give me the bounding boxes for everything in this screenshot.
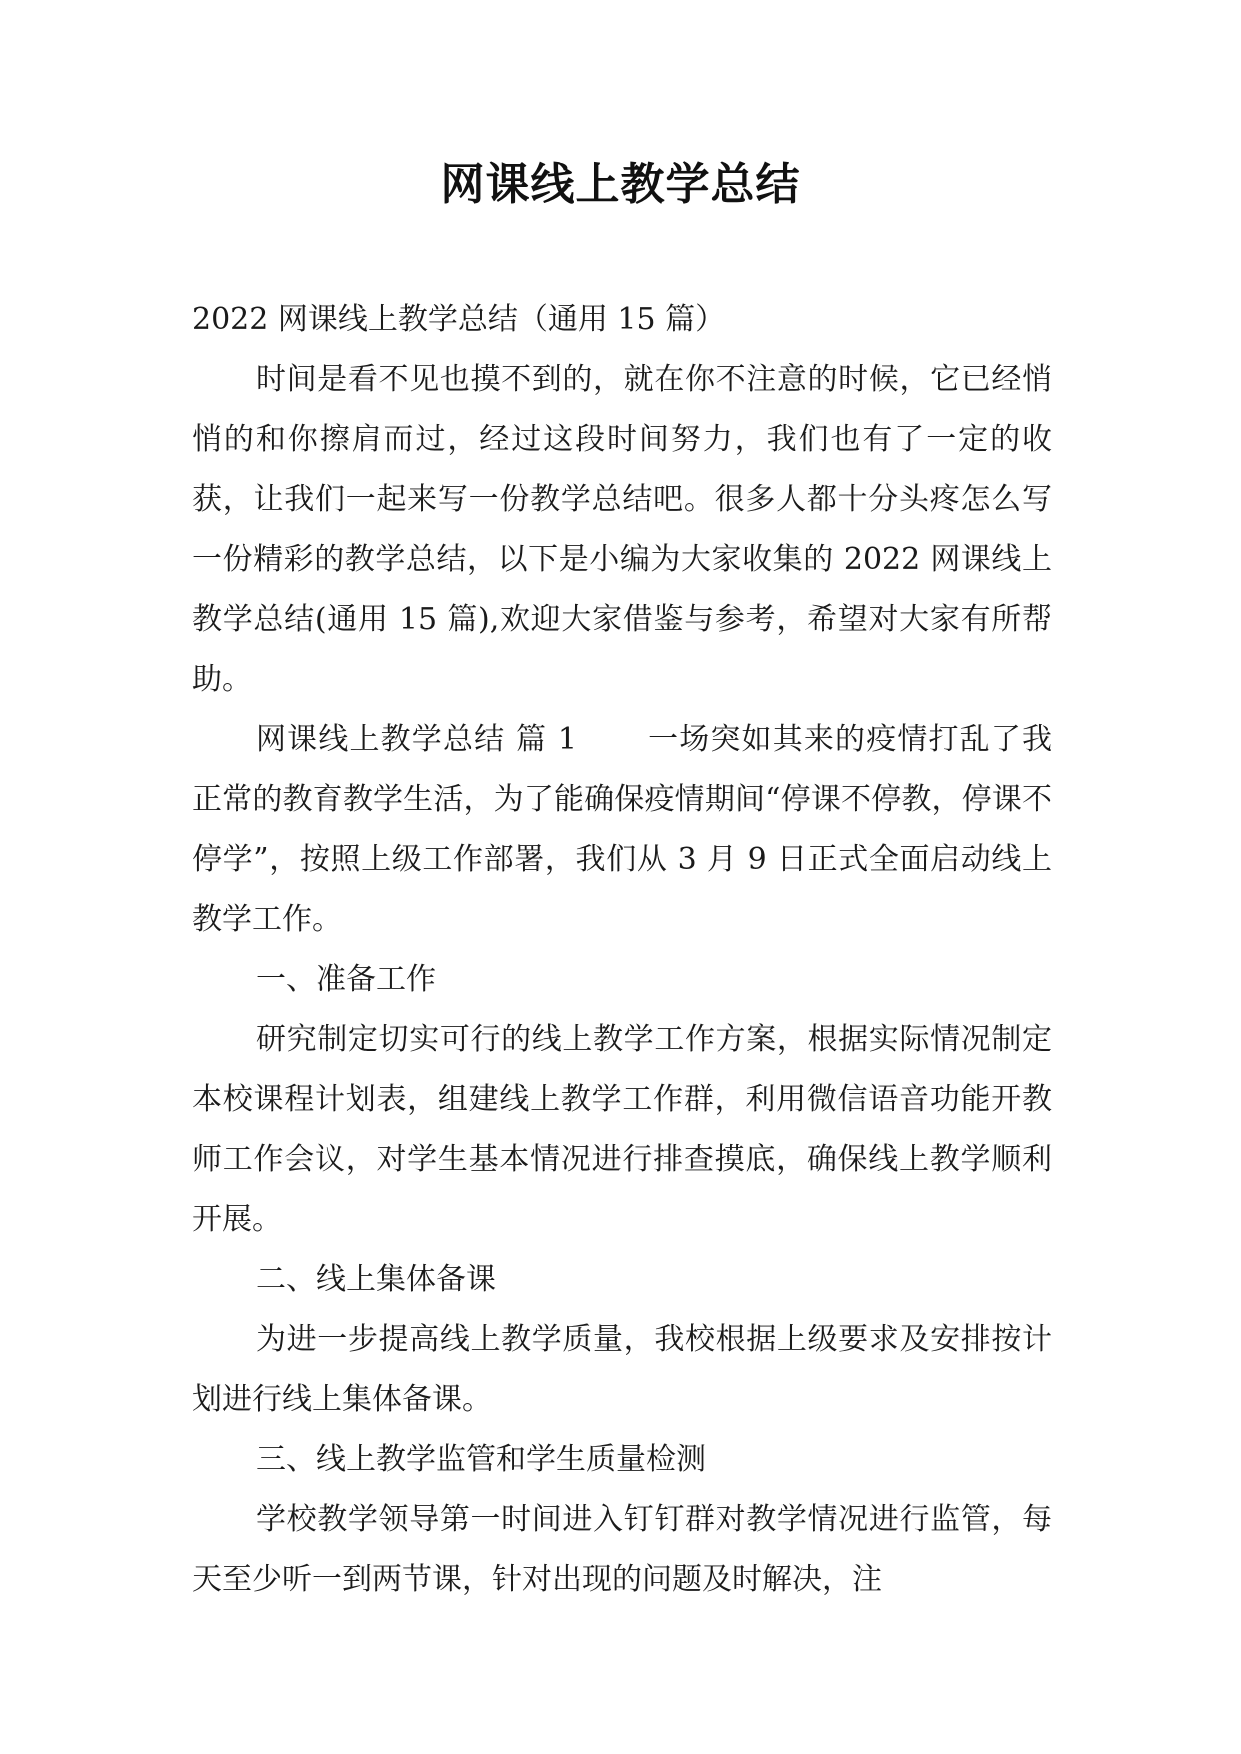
document-title: 网课线上教学总结 [440, 159, 801, 210]
heading-collective-lesson-prep: 二、线上集体备课 [256, 1262, 496, 1297]
section-1-paragraph [192, 710, 1052, 950]
document-body [192, 290, 1052, 1610]
paragraph-collective-lesson-prep: 为进一步提高线上教学质量，我校根据上级要求及安排按计划进行线上集体备课。 [192, 1322, 1052, 1417]
heading-supervision: 三、线上教学监管和学生质量检测 [256, 1442, 706, 1477]
section-intro: 一场突如其来的疫情打乱了我正常的教育教学生活，为了能确保疫情期间“停课不停教，停课不停学”，按照上级工作部署，我们从 3 月 9 日正式全面启动线上教学工作。 [192, 722, 1052, 937]
intro-paragraph: 时间是看不见也摸不到的，就在你不注意的时候，它已经悄悄的和你擦肩而过，经过这段时间努力，我们也有了一定的收获，让我们一起来写一份教学总结吧。很多人都十分头疼怎么写一份精彩的教学总结，以下是小编为大家收集的 2022 网课线上教学总结(通用 15 篇),欢迎大家借鉴与参考，希望对大家有所帮助。 [192, 362, 1052, 697]
document-subtitle: 2022 网课线上教学总结（通用 15 篇） [192, 302, 726, 337]
paragraph-supervision: 学校教学领导第一时间进入钉钉群对教学情况进行监管，每天至少听一到两节课，针对出现的问题及时解决，注 [192, 1502, 1052, 1597]
paragraph-preparation: 研究制定切实可行的线上教学工作方案，根据实际情况制定本校课程计划表，组建线上教学工作群，利用微信语音功能开教师工作会议，对学生基本情况进行排查摸底，确保线上教学顺利开展。 [192, 1022, 1052, 1237]
heading-preparation: 一、准备工作 [256, 962, 436, 997]
section-label: 网课线上教学总结 篇 1 [256, 722, 577, 757]
